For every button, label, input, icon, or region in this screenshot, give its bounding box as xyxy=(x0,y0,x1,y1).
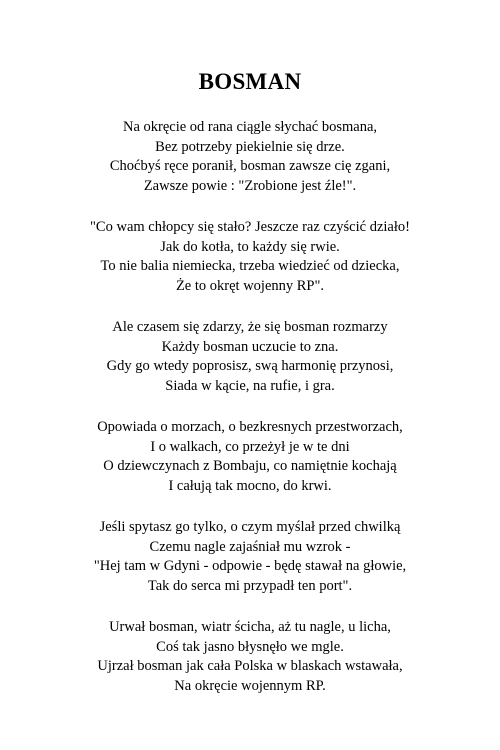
poem-line: Zawsze powie : "Zrobione jest źle!". xyxy=(143,177,357,194)
poem-line: Na okręcie od rana ciągle słychać bosmana, xyxy=(122,119,378,135)
poem-line: Bez potrzeby piekielnie się drze. xyxy=(155,138,345,155)
poem-line: Urwał bosman, wiatr ścicha, aż tu nagle, u licha, xyxy=(109,619,391,635)
stanza-5 xyxy=(0,518,500,596)
poem-line: Tak do serca mi przypadł ten port". xyxy=(147,577,353,594)
poem-line: Każdy bosman uczucie to zna. xyxy=(161,338,339,355)
poem-line: Czemu nagle zajaśniał mu wzrok - xyxy=(149,538,351,555)
poem-line: Ujrzał bosman jak cała Polska w blaskach wstawała, xyxy=(97,658,403,674)
stanza-4 xyxy=(0,418,500,496)
poem-line: I całują tak mocno, do krwi. xyxy=(168,477,332,494)
poem-line: Gdy go wtedy poprosisz, swą harmonię przynosi, xyxy=(106,358,394,374)
stanza-1 xyxy=(0,118,500,196)
poem-line: Ale czasem się zdarzy, że się bosman rozmarzy xyxy=(112,319,388,335)
poem-line: Coś tak jasno błysnęło we mgle. xyxy=(156,638,344,655)
poem-line: To nie balia niemiecka, trzeba wiedzieć od dziecka, xyxy=(100,258,400,274)
poem-title: BOSMAN xyxy=(198,69,302,94)
poem-line: Siada w kącie, na rufie, i gra. xyxy=(165,377,335,394)
stanza-2 xyxy=(0,218,500,296)
poem-line: Na okręcie wojennym RP. xyxy=(174,677,326,694)
poem-line: Że to okręt wojenny RP". xyxy=(175,277,325,294)
poem-line: Jak do kotła, to każdy się rwie. xyxy=(160,238,340,255)
poem-line: Choćbyś ręce poranił, bosman zawsze cię zgani, xyxy=(109,158,391,174)
poem-line: "Co wam chłopcy się stało? Jeszcze raz czyścić działo! xyxy=(90,219,410,235)
poem-line: I o walkach, co przeżył je w te dni xyxy=(150,438,350,455)
poem-body xyxy=(0,118,500,718)
poem-line: O dziewczynach z Bombaju, co namiętnie kochają xyxy=(103,458,397,474)
poem-line: Opowiada o morzach, o bezkresnych przestworzach, xyxy=(97,419,403,435)
stanza-6 xyxy=(0,618,500,696)
poem-line: Jeśli spytasz go tylko, o czym myślał przed chwilką xyxy=(99,519,401,535)
poem-line: "Hej tam w Gdyni - odpowie - będę stawał na głowie, xyxy=(93,558,407,574)
stanza-3 xyxy=(0,318,500,396)
